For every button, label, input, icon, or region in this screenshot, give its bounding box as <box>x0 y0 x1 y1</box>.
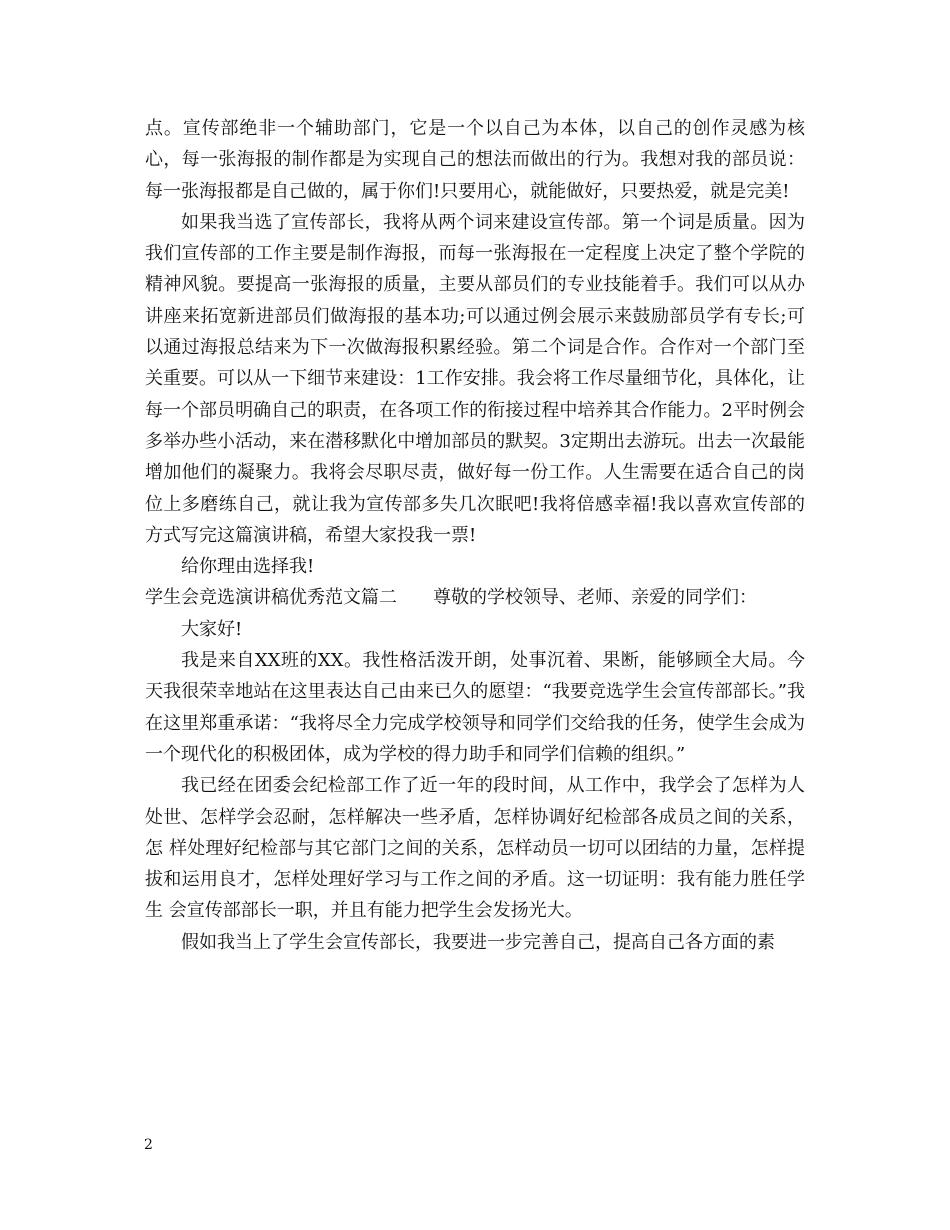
section-title: 学生会竞选演讲稿优秀范文篇二 <box>145 587 397 609</box>
paragraph-introduction: 我是来自XX班的XX。我性格活泼开朗，处事沉着、果断，能够顾全大局。今天我很荣幸地站在这里表达自己由来已久的愿望：“我要竞选学生会宣传部部长。”我在这里郑重承诺：“我将尽全力完成学校领导和同学们交给我的任务，使学生会成为一个现代化的积极团体，成为学校的得力助手和同学们信赖的组织。” <box>145 650 805 765</box>
paragraph-department-plan: 如果我当选了宣传部长，我将从两个词来建设宣传部。第一个词是质量。因为我们宣传部的工作主要是制作海报，而每一张海报在一定程度上决定了整个学院的精神风貌。要提高一张海报的质量，主要从部员们的专业技能着手。我们可以从办讲座来拓宽新进部员们做海报的基本功;可以通过例会展示来鼓励部员学有专长;可以通过海报总结来为下一次做海报积累经验。第二个词是合作。合作对一个部门至关重要。可以从一下细节来建设：1工作安排。我会将工作尽量细节化，具体化，让每一个部员明确自己的职责，在各项工作的衔接过程中培养其合作能力。2平时例会多举办些小活动，来在潜移默化中增加部员的默契。3定期出去游玩。出去一次最能增加他们的凝聚力。我将会尽职尽责，做好每一份工作。人生需要在适合自己的岗位上多磨练自己，就让我为宣传部多失几次眠吧!我将倍感幸福!我以喜欢宣传部的方式写完这篇演讲稿，希望大家投我一票! <box>145 211 805 546</box>
salutation: 尊敬的学校领导、老师、亲爱的同学们： <box>433 587 757 609</box>
paragraph-experience: 我已经在团委会纪检部工作了近一年的段时间，从工作中，我学会了怎样为人处世、怎样学会忍耐，怎样解决一些矛盾，怎样协调好纪检部各成员之间的关系，怎 样处理好纪检部与其它部门之间的关系，怎样动员一切可以团结的力量，怎样提拔和运用良才，怎样处理好学习与工作之间的矛盾。这一切证明：我有能力胜任学生 会宣传部部长一职，并且有能力把学生会发扬光大。 <box>145 775 805 922</box>
paragraph-section-two-heading <box>145 582 805 613</box>
page-number: 2 <box>144 1137 153 1153</box>
paragraph-choose-me: 给你理由选择我! <box>181 556 315 578</box>
paragraph-greeting: 大家好! <box>181 618 243 640</box>
paragraph-continuation: 点。宣传部绝非一个辅助部门，它是一个以自己为本体，以自己的创作灵感为核心，每一张海报的制作都是为实现自己的想法而做出的行为。我想对我的部员说：每一张海报都是自己做的，属于你们!只要用心，就能做好，只要热爱，就是完美! <box>145 118 805 202</box>
document-body <box>145 113 805 958</box>
paragraph-plan-start: 假如我当上了学生会宣传部长，我要进一步完善自己，提高自己各方面的素 <box>181 931 775 953</box>
